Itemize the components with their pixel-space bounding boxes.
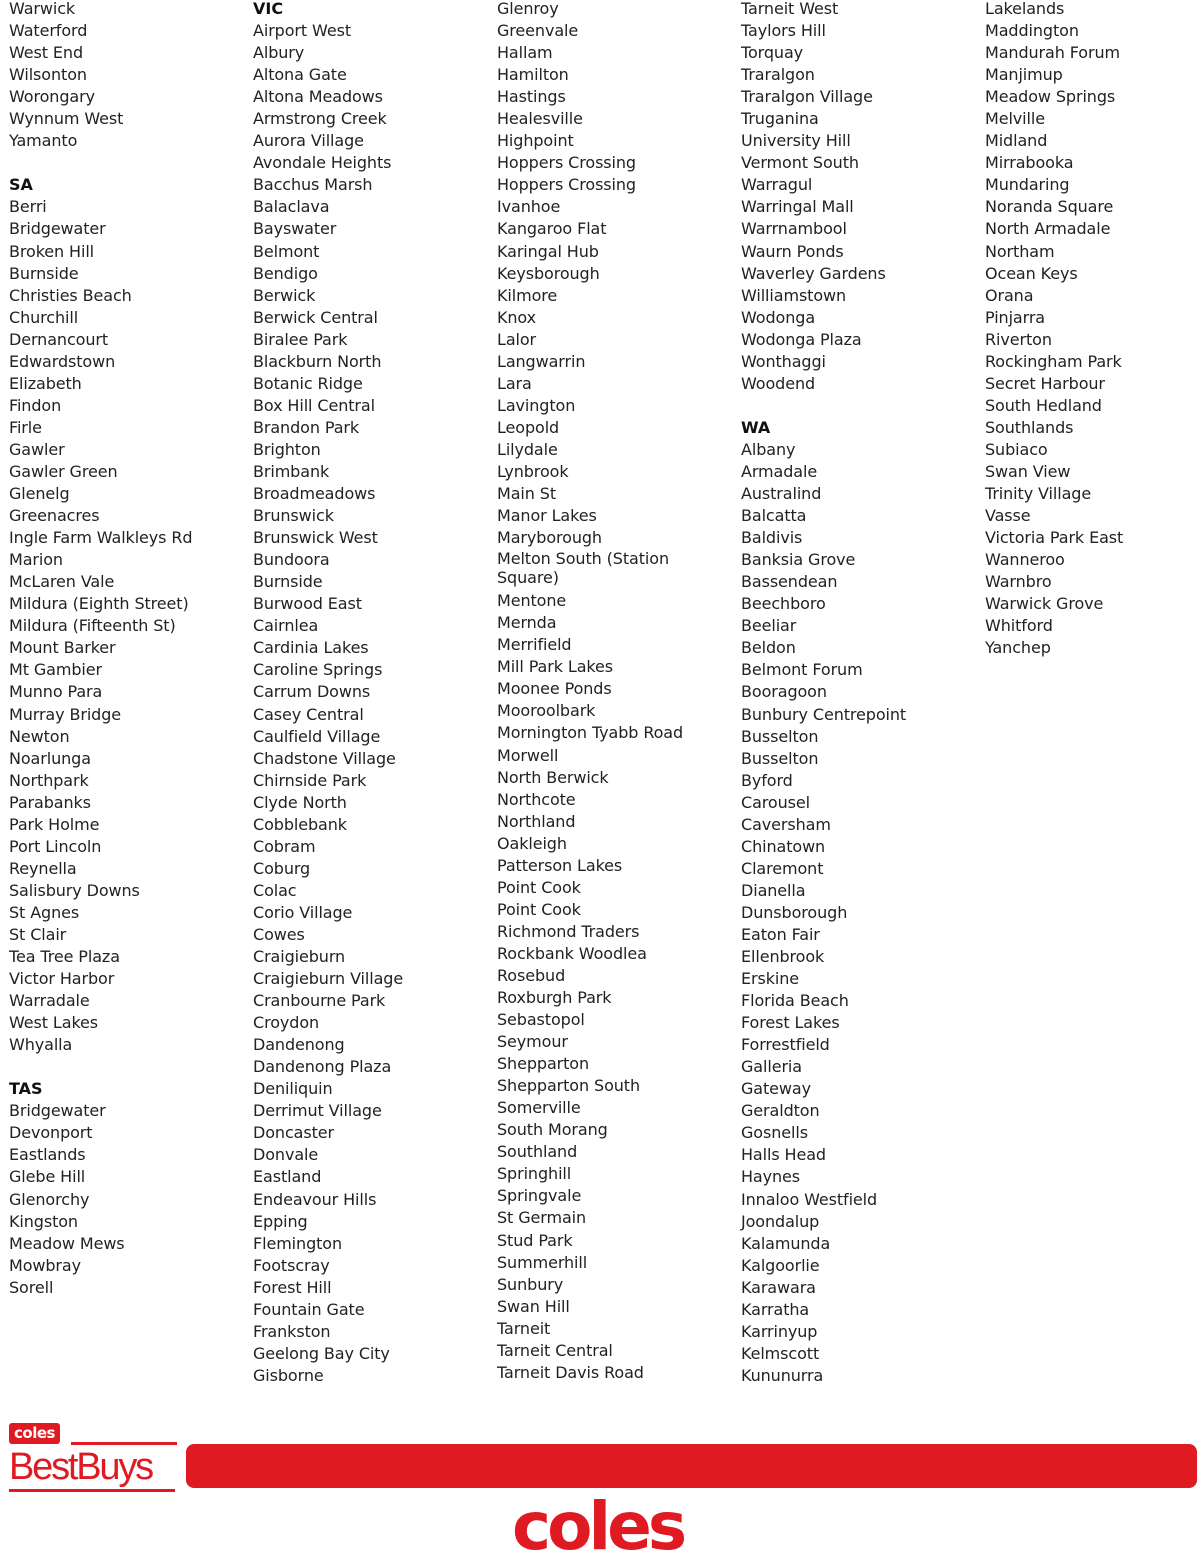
store-name: Northcote <box>497 789 576 809</box>
store-name: Flemington <box>253 1233 343 1253</box>
store-name: Summerhill <box>497 1252 588 1272</box>
store-name: Mill Park Lakes <box>497 657 613 677</box>
store-name: Williamstown <box>741 285 847 305</box>
store-name: Knox <box>497 307 536 327</box>
store-name: Point Cook <box>497 877 581 897</box>
store-name: Endeavour Hills <box>253 1189 377 1209</box>
store-name: Caroline Springs <box>253 660 383 680</box>
store-name: Swan View <box>985 461 1071 481</box>
spacer <box>9 1056 249 1078</box>
store-name: Kelmscott <box>741 1343 820 1363</box>
store-name: Marion <box>9 550 63 570</box>
store-name: Pinjarra <box>985 307 1046 327</box>
logo-underline <box>9 1489 175 1492</box>
store-name: Waurn Ponds <box>741 241 844 261</box>
store-name: Salisbury Downs <box>9 880 140 900</box>
store-name: Broadmeadows <box>253 484 376 504</box>
store-name: Devonport <box>9 1123 93 1143</box>
store-name: Greenacres <box>9 506 100 526</box>
store-name: Claremont <box>741 858 824 878</box>
store-name: Whitford <box>985 616 1053 636</box>
store-name: Dandenong Plaza <box>253 1057 392 1077</box>
store-name: Karrinyup <box>741 1321 818 1341</box>
store-name: Vermont South <box>741 153 859 173</box>
store-name: Karingal Hub <box>497 241 599 261</box>
store-name: Burnside <box>9 263 79 283</box>
store-name: Byford <box>741 770 793 790</box>
store-name: Glenelg <box>9 484 70 504</box>
store-name: Belmont <box>253 241 320 261</box>
coles-bestbuys-logo <box>9 1423 177 1493</box>
store-name: Orana <box>985 285 1034 305</box>
store-name: Bacchus Marsh <box>253 175 373 195</box>
store-name: Eastland <box>253 1167 322 1187</box>
store-name: Bridgewater <box>9 1101 106 1121</box>
store-name: Churchill <box>9 307 79 327</box>
store-name: Tarneit Central <box>497 1340 613 1360</box>
store-name: Carrum Downs <box>253 682 371 702</box>
store-name: Glebe Hill <box>9 1167 86 1187</box>
store-name: Mornington Tyabb Road <box>497 723 684 743</box>
store-name: Eaton Fair <box>741 924 820 944</box>
store-name: Brimbank <box>253 461 330 481</box>
store-name: Altona Gate <box>253 65 347 85</box>
store-name: Riverton <box>985 329 1052 349</box>
store-name: Maryborough <box>497 528 602 548</box>
store-name: Balcatta <box>741 506 807 526</box>
store-name: Armadale <box>741 461 818 481</box>
store-name: University Hill <box>741 131 851 151</box>
store-name: St Germain <box>497 1208 587 1228</box>
store-name: Colac <box>253 880 297 900</box>
store-name: Northpark <box>9 770 89 790</box>
store-name: Morwell <box>497 745 559 765</box>
store-name: Stud Park <box>497 1230 573 1250</box>
store-name: Berwick <box>253 285 316 305</box>
store-name: Bridgewater <box>9 219 106 239</box>
store-name: Fountain Gate <box>253 1299 365 1319</box>
store-name: North Berwick <box>497 767 609 787</box>
store-column-4 <box>741 0 981 1387</box>
store-column-2 <box>253 0 493 1387</box>
store-name: Lara <box>497 373 532 393</box>
store-name: Oakleigh <box>497 833 567 853</box>
store-name: Hallam <box>497 43 553 63</box>
coles-main-logo: coles <box>512 1488 684 1565</box>
store-name: Dianella <box>741 880 806 900</box>
store-name: Firle <box>9 417 42 437</box>
store-name: Doncaster <box>253 1123 334 1143</box>
store-name: Albany <box>741 439 796 459</box>
store-name: Wodonga Plaza <box>741 329 862 349</box>
store-name: Airport West <box>253 21 351 41</box>
store-name: Dernancourt <box>9 329 109 349</box>
store-name: Geelong Bay City <box>253 1343 390 1363</box>
store-name: Cobram <box>253 836 316 856</box>
store-name: Belmont Forum <box>741 660 863 680</box>
store-name: Merrifield <box>497 635 572 655</box>
store-name: Kangaroo Flat <box>497 219 607 239</box>
store-name: Northland <box>497 811 576 831</box>
store-name: Christies Beach <box>9 285 132 305</box>
store-name: Maddington <box>985 21 1079 41</box>
store-name: Botanic Ridge <box>253 373 363 393</box>
store-name: Leopold <box>497 417 560 437</box>
store-name: Langwarrin <box>497 351 586 371</box>
store-name: Erskine <box>741 969 800 989</box>
store-name: Ellenbrook <box>741 947 825 967</box>
store-name: Clyde North <box>253 792 347 812</box>
store-name: Berri <box>9 197 47 217</box>
store-name: Derrimut Village <box>253 1101 382 1121</box>
store-name: Warragul <box>741 175 813 195</box>
store-name: Warwick <box>9 0 76 18</box>
store-name: Aurora Village <box>253 131 364 151</box>
store-name: Sorell <box>9 1277 54 1297</box>
store-name: Chirnside Park <box>253 770 367 790</box>
store-name: Main St <box>497 484 557 504</box>
store-name: Shepparton <box>497 1054 590 1074</box>
store-column-5 <box>985 0 1200 659</box>
store-name: Bunbury Centrepoint <box>741 704 907 724</box>
store-name: Blackburn North <box>253 351 382 371</box>
store-name: Busselton <box>741 748 819 768</box>
store-name: Mirrabooka <box>985 153 1074 173</box>
store-name: Roxburgh Park <box>497 988 612 1008</box>
store-name: Mt Gambier <box>9 660 102 680</box>
store-name: Deniliquin <box>253 1079 333 1099</box>
store-name: Beechboro <box>741 594 826 614</box>
store-name: Chinatown <box>741 836 826 856</box>
store-name: Highpoint <box>497 131 574 151</box>
store-name: Baldivis <box>741 528 803 548</box>
store-name: Brunswick West <box>253 528 378 548</box>
store-name: Murray Bridge <box>9 704 122 724</box>
store-name: Cobblebank <box>253 814 347 834</box>
store-name: Woodend <box>741 373 816 393</box>
spacer <box>741 395 981 417</box>
store-name: Meadow Springs <box>985 87 1116 107</box>
store-name: Warwick Grove <box>985 594 1104 614</box>
store-name: Geraldton <box>741 1101 820 1121</box>
red-banner-bar <box>186 1444 1197 1488</box>
store-name: Truganina <box>741 109 819 129</box>
store-name: Sunbury <box>497 1274 564 1294</box>
spacer <box>9 152 249 174</box>
store-name: Springvale <box>497 1186 582 1206</box>
store-name: Carousel <box>741 792 810 812</box>
store-name: Craigieburn <box>253 947 346 967</box>
store-name: Cairnlea <box>253 616 319 636</box>
store-name: Manjimup <box>985 65 1063 85</box>
store-name: Sebastopol <box>497 1010 585 1030</box>
store-name: Swan Hill <box>497 1296 570 1316</box>
store-name: Rockingham Park <box>985 351 1122 371</box>
store-name: Wilsonton <box>9 65 87 85</box>
store-name: Glenorchy <box>9 1189 90 1209</box>
store-name: Kalamunda <box>741 1233 831 1253</box>
store-name: Banksia Grove <box>741 550 856 570</box>
store-column-3 <box>497 0 737 1384</box>
footer-branding <box>0 1410 1200 1563</box>
store-name: Ivanhoe <box>497 197 561 217</box>
store-name: Dunsborough <box>741 902 848 922</box>
store-name: Gawler <box>9 439 65 459</box>
store-name: Avondale Heights <box>253 153 392 173</box>
store-name: Tea Tree Plaza <box>9 947 120 967</box>
store-name: South Morang <box>497 1120 608 1140</box>
state-heading: SA <box>9 175 33 195</box>
store-name: Forest Hill <box>253 1277 332 1297</box>
store-name: Waverley Gardens <box>741 263 886 283</box>
store-name: Hoppers Crossing <box>497 175 636 195</box>
store-name: Joondalup <box>741 1211 820 1231</box>
store-name: Southlands <box>985 417 1074 437</box>
store-name: Tarneit West <box>741 0 839 18</box>
store-name: Kalgoorlie <box>741 1255 820 1275</box>
store-name: Florida Beach <box>741 991 849 1011</box>
store-name: Bundoora <box>253 550 330 570</box>
store-name: Kununurra <box>741 1365 824 1385</box>
store-name: Footscray <box>253 1255 330 1275</box>
store-name: Munno Para <box>9 682 103 702</box>
store-name: Broken Hill <box>9 241 95 261</box>
store-name: Balaclava <box>253 197 330 217</box>
store-name: Findon <box>9 395 62 415</box>
store-name: Coburg <box>253 858 311 878</box>
store-name: Meadow Mews <box>9 1233 125 1253</box>
store-column-1 <box>9 0 249 1299</box>
store-name: Donvale <box>253 1145 319 1165</box>
store-name: Mooroolbark <box>497 701 596 721</box>
store-name: Hoppers Crossing <box>497 153 636 173</box>
store-name: Kilmore <box>497 285 558 305</box>
store-name: Waterford <box>9 21 88 41</box>
store-name: Point Cook <box>497 899 581 919</box>
store-name: South Hedland <box>985 395 1102 415</box>
store-name: Greenvale <box>497 21 579 41</box>
store-name: Biralee Park <box>253 329 348 349</box>
store-name: Berwick Central <box>253 307 378 327</box>
store-name: Frankston <box>253 1321 331 1341</box>
store-name: Torquay <box>741 43 804 63</box>
store-name: Port Lincoln <box>9 836 102 856</box>
store-name: Wynnum West <box>9 109 124 129</box>
store-name: Shepparton South <box>497 1076 641 1096</box>
store-name: Albury <box>253 43 305 63</box>
store-name: Beldon <box>741 638 796 658</box>
store-name: Victor Harbor <box>9 969 115 989</box>
store-name: Brunswick <box>253 506 334 526</box>
store-name: Busselton <box>741 726 819 746</box>
store-name: Dandenong <box>253 1035 345 1055</box>
bestbuys-wordmark: BestBuys <box>9 1446 152 1488</box>
store-name: Beeliar <box>741 616 797 636</box>
store-name: Galleria <box>741 1057 802 1077</box>
store-name: Seymour <box>497 1032 568 1052</box>
store-name: Secret Harbour <box>985 373 1105 393</box>
store-name: Keysborough <box>497 263 600 283</box>
store-name: Tarneit Davis Road <box>497 1362 644 1382</box>
store-name: Ocean Keys <box>985 263 1078 283</box>
store-name: Mildura (Fifteenth St) <box>9 616 176 636</box>
store-name: Patterson Lakes <box>497 855 623 875</box>
store-name: Warrnambool <box>741 219 847 239</box>
store-name: Elizabeth <box>9 373 82 393</box>
store-name: Mowbray <box>9 1255 81 1275</box>
store-name: Gosnells <box>741 1123 808 1143</box>
store-name: North Armadale <box>985 219 1111 239</box>
store-name: Manor Lakes <box>497 506 597 526</box>
store-name: Epping <box>253 1211 308 1231</box>
store-name: Karratha <box>741 1299 810 1319</box>
store-name: Lavington <box>497 395 576 415</box>
store-name: Tarneit <box>497 1318 551 1338</box>
store-name: Caversham <box>741 814 831 834</box>
store-name: Northam <box>985 241 1055 261</box>
store-name: Newton <box>9 726 70 746</box>
state-heading: WA <box>741 417 771 437</box>
store-name: West End <box>9 43 84 63</box>
store-name: Brighton <box>253 439 321 459</box>
store-name: Australind <box>741 484 822 504</box>
store-name: Gawler Green <box>9 461 118 481</box>
store-name: Subiaco <box>985 439 1048 459</box>
store-name: Chadstone Village <box>253 748 396 768</box>
store-name: Noarlunga <box>9 748 91 768</box>
store-name: Rosebud <box>497 965 566 985</box>
store-name: Gateway <box>741 1079 811 1099</box>
store-name: Victoria Park East <box>985 528 1124 548</box>
store-name: Hastings <box>497 87 566 107</box>
store-name: Mernda <box>497 613 557 633</box>
store-name: Glenroy <box>497 0 559 18</box>
store-name: Caulfield Village <box>253 726 381 746</box>
store-name: Mentone <box>497 591 567 611</box>
store-name: Halls Head <box>741 1145 826 1165</box>
logo-rule <box>71 1442 177 1445</box>
store-name: Forrestfield <box>741 1035 830 1055</box>
store-name: Southland <box>497 1142 578 1162</box>
store-name: Casey Central <box>253 704 364 724</box>
coles-badge: coles <box>9 1423 60 1444</box>
store-name: Somerville <box>497 1098 581 1118</box>
store-name: Springhill <box>497 1164 572 1184</box>
store-name: Cardinia Lakes <box>253 638 369 658</box>
store-name: Croydon <box>253 1013 320 1033</box>
store-name: Innaloo Westfield <box>741 1189 878 1209</box>
store-name: Reynella <box>9 858 77 878</box>
store-name: Mandurah Forum <box>985 43 1120 63</box>
store-name: Richmond Traders <box>497 921 640 941</box>
store-name: Gisborne <box>253 1365 324 1385</box>
store-name: Haynes <box>741 1167 801 1187</box>
store-name: Warringal Mall <box>741 197 854 217</box>
store-name: Kingston <box>9 1211 78 1231</box>
store-name: Moonee Ponds <box>497 679 612 699</box>
store-name: Karawara <box>741 1277 816 1297</box>
store-name: St Agnes <box>9 902 80 922</box>
store-name: Wanneroo <box>985 550 1065 570</box>
store-name: Yanchep <box>985 638 1051 658</box>
store-name: Burwood East <box>253 594 362 614</box>
state-heading: VIC <box>253 0 284 18</box>
store-name: Lalor <box>497 329 537 349</box>
store-name: Warradale <box>9 991 90 1011</box>
store-name: Bendigo <box>253 263 318 283</box>
store-name: Rockbank Woodlea <box>497 943 647 963</box>
store-name: Lilydale <box>497 439 558 459</box>
store-name: Hamilton <box>497 65 569 85</box>
store-name: West Lakes <box>9 1013 99 1033</box>
store-name: Taylors Hill <box>741 21 826 41</box>
store-name: Traralgon <box>741 65 815 85</box>
store-name: Yamanto <box>9 131 78 151</box>
store-name: Cranbourne Park <box>253 991 386 1011</box>
store-name: Mount Barker <box>9 638 116 658</box>
state-heading: TAS <box>9 1079 43 1099</box>
store-name: Midland <box>985 131 1048 151</box>
store-name: Burnside <box>253 572 323 592</box>
store-name: St Clair <box>9 924 67 944</box>
store-name: Forest Lakes <box>741 1013 840 1033</box>
store-name: Lynbrook <box>497 461 569 481</box>
store-name: Warnbro <box>985 572 1052 592</box>
store-name: Edwardstown <box>9 351 116 371</box>
store-name: Brandon Park <box>253 417 360 437</box>
store-name: Worongary <box>9 87 95 107</box>
store-name: Melville <box>985 109 1045 129</box>
store-name: Noranda Square <box>985 197 1114 217</box>
store-name: Park Holme <box>9 814 100 834</box>
store-name: Bayswater <box>253 219 337 239</box>
store-name: Trinity Village <box>985 484 1092 504</box>
store-name: McLaren Vale <box>9 572 115 592</box>
store-name: Lakelands <box>985 0 1065 18</box>
store-name: Box Hill Central <box>253 395 375 415</box>
store-name: Corio Village <box>253 902 353 922</box>
store-name: Bassendean <box>741 572 838 592</box>
store-name: Healesville <box>497 109 583 129</box>
store-name: Mundaring <box>985 175 1070 195</box>
store-name: Booragoon <box>741 682 827 702</box>
store-name: Whyalla <box>9 1035 73 1055</box>
store-name: Vasse <box>985 506 1031 526</box>
store-name: Wonthaggi <box>741 351 826 371</box>
store-name: Parabanks <box>9 792 91 812</box>
store-name: Cowes <box>253 924 305 944</box>
store-name: Traralgon Village <box>741 87 873 107</box>
store-name: Altona Meadows <box>253 87 383 107</box>
store-name: Ingle Farm Walkleys Rd <box>9 528 193 548</box>
store-name: Melton South (Station Square) <box>497 549 669 588</box>
store-name: Eastlands <box>9 1145 86 1165</box>
store-name: Wodonga <box>741 307 816 327</box>
store-name: Craigieburn Village <box>253 969 404 989</box>
store-name: Armstrong Creek <box>253 109 387 129</box>
store-name: Mildura (Eighth Street) <box>9 594 189 614</box>
